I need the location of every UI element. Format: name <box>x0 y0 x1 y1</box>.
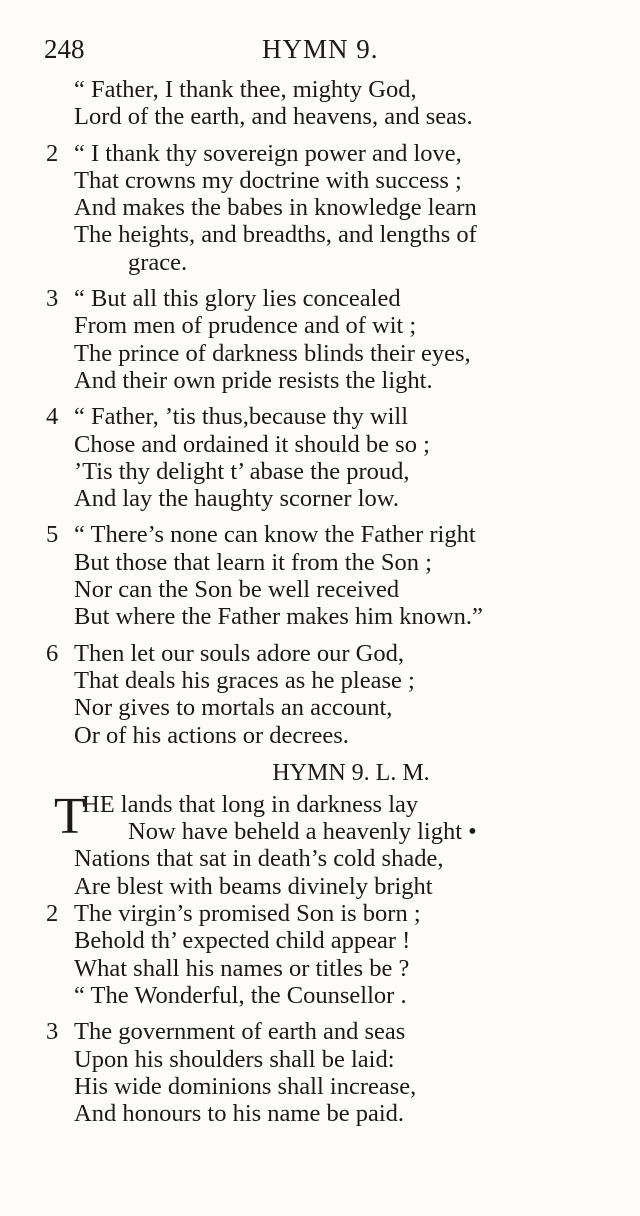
verse-line-text: Nor gives to mortals an account, <box>74 694 393 722</box>
verse-line-text: The government of earth and seas <box>74 1018 406 1046</box>
verse-line-text: Then let our souls adore our God, <box>74 639 404 667</box>
stanza-number: 5 <box>46 521 59 549</box>
verse-line <box>46 1100 626 1127</box>
verse-line-text: And their own pride resists the light. <box>74 366 433 394</box>
verse-line <box>46 576 626 603</box>
page-header <box>44 34 604 74</box>
verse-line <box>46 403 626 430</box>
verse-line-text: The heights, and breadths, and lengths of <box>74 221 477 249</box>
verse-line-text: The virgin’s promised Son is born ; <box>74 900 421 928</box>
verse-line <box>46 640 626 667</box>
verse-line <box>46 667 626 694</box>
verse-line <box>46 167 626 194</box>
verse-line-text: And lay the haughty scorner low. <box>74 485 399 513</box>
verse-line-text: The prince of darkness blinds their eyes, <box>74 339 471 367</box>
hymn-8-text <box>46 76 626 749</box>
verse-line <box>46 1046 626 1073</box>
verse-line-text: ’Tis thy delight t’ abase the proud, <box>74 457 410 485</box>
stanza <box>46 900 626 1009</box>
verse-line <box>46 549 626 576</box>
verse-line <box>46 900 626 927</box>
verse-line-text: “ Father, I thank thee, mighty God, <box>74 76 417 103</box>
verse-line <box>46 103 626 130</box>
drop-cap: T <box>54 787 86 845</box>
verse-line <box>46 955 626 982</box>
verse-line-text: What shall his names or titles be ? <box>74 954 410 982</box>
stanza <box>46 285 626 394</box>
verse-line: Are blest with beams divinely bright <box>74 872 433 900</box>
verse-line-text: Nor can the Son be well received <box>74 576 400 604</box>
verse-line <box>46 458 626 485</box>
stanza-number: 3 <box>46 1018 59 1046</box>
verse-line-text: “ I thank thy sovereign power and love, <box>74 139 462 167</box>
verse-line <box>46 982 626 1009</box>
running-title: HYMN 9. <box>262 34 379 64</box>
verse-line-text: From men of prudence and of wit ; <box>74 312 417 340</box>
verse-line <box>46 194 626 221</box>
verse-line <box>46 221 626 248</box>
verse-line-text: “ There’s none can know the Father right <box>74 521 476 549</box>
verse-line <box>46 340 626 367</box>
page-number: 248 <box>44 34 85 64</box>
verse-line <box>46 485 626 512</box>
stanza-number: 2 <box>46 900 59 928</box>
verse-line <box>46 722 626 749</box>
verse-line <box>46 312 626 339</box>
verse-line <box>46 285 626 312</box>
stanza <box>46 521 626 630</box>
verse-line-text: Lord of the earth, and heavens, and seas. <box>74 103 473 131</box>
stanza-number: 6 <box>46 639 59 667</box>
verse-line-text: But those that learn it from the Son ; <box>74 548 432 576</box>
hymn-9-stanza-1 <box>46 787 626 900</box>
verse-line: Now have beheld a heavenly light • <box>128 818 477 846</box>
hymn-9-title: HYMN 9. L. M. <box>272 759 430 786</box>
verse-line-text: But where the Father makes him known.” <box>74 603 483 631</box>
verse-line-text: And honours to his name be paid. <box>74 1100 405 1128</box>
verse-line-text: His wide dominions shall increase, <box>74 1072 417 1100</box>
verse-line-text: Or of his actions or decrees. <box>74 721 349 749</box>
stanza <box>46 1018 626 1127</box>
verse-line-text: HE lands that long in darkness lay <box>82 790 419 818</box>
verse-line-text: “ But all this glory lies concealed <box>74 285 401 313</box>
stanza-number: 4 <box>46 403 59 431</box>
verse-line <box>46 140 626 167</box>
verse-line <box>46 694 626 721</box>
stanza <box>46 640 626 749</box>
verse-line-text: Behold th’ expected child appear ! <box>74 927 411 955</box>
verse-line-text: Upon his shoulders shall be laid: <box>74 1045 395 1073</box>
stanza <box>46 140 626 276</box>
verse-line <box>46 1073 626 1100</box>
page-body <box>46 76 626 1127</box>
verse-line-text: That crowns my doctrine with success ; <box>74 166 462 194</box>
verse-line-text: grace. <box>128 248 188 276</box>
verse-line-text: That deals his graces as he please ; <box>74 666 415 694</box>
verse-line-text: And makes the babes in knowledge learn <box>74 194 477 222</box>
stanza-number: 3 <box>46 285 59 313</box>
verse-line-text: “ Father, ’tis thus,because thy will <box>74 403 409 431</box>
verse-line <box>46 927 626 954</box>
verse-line: Nations that sat in death’s cold shade, <box>74 845 444 873</box>
verse-line <box>46 76 626 103</box>
verse-line <box>46 249 626 276</box>
hymn-9-text <box>46 900 626 1127</box>
stanza <box>46 403 626 512</box>
verse-line <box>46 521 626 548</box>
verse-line <box>46 603 626 630</box>
verse-line <box>46 367 626 394</box>
verse-line-text: Chose and ordained it should be so ; <box>74 430 430 458</box>
verse-line-text: “ The Wonderful, the Counsellor . <box>74 981 407 1009</box>
stanza-number: 2 <box>46 139 59 167</box>
verse-line <box>46 431 626 458</box>
verse-line <box>46 1018 626 1045</box>
stanza <box>46 76 626 131</box>
